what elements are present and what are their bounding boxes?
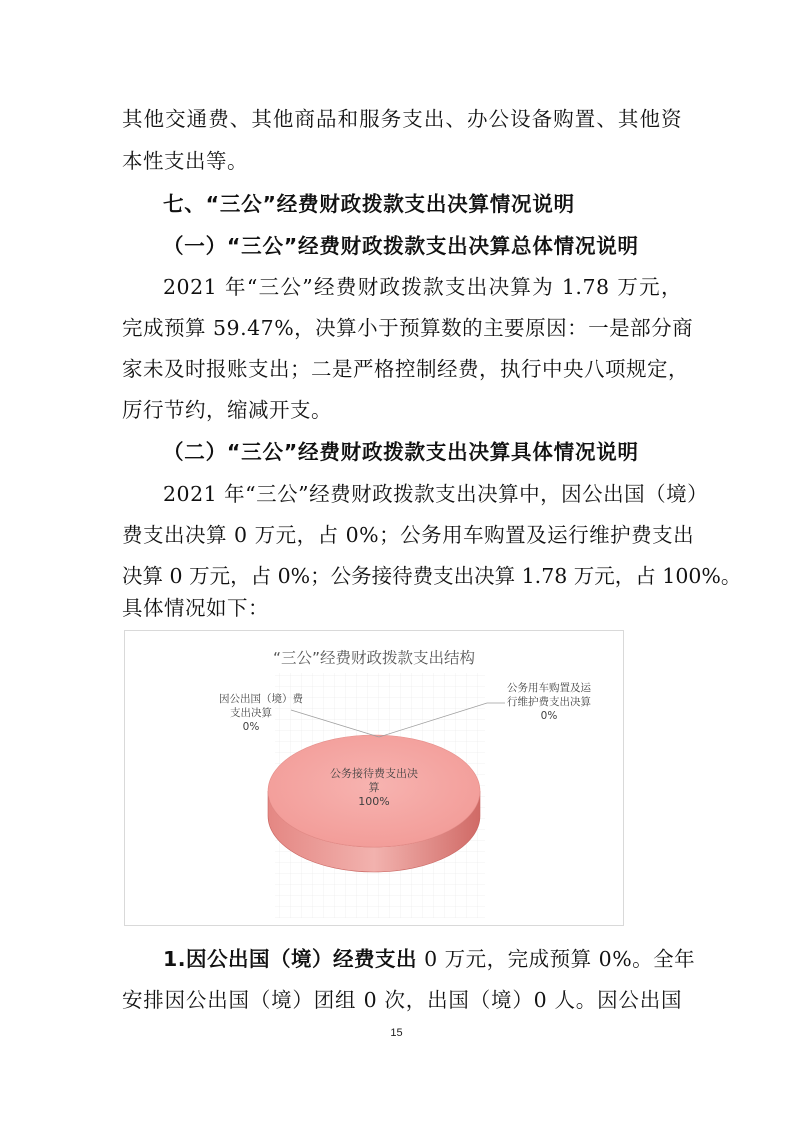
data-label-vehicle-line2: 行维护费支出决算 bbox=[507, 696, 591, 708]
paragraph-line: 决算 0 万元，占 0%；公务接待费支出决算 1.78 万元，占 100%。 bbox=[122, 564, 742, 588]
data-label-vehicle-pct: 0% bbox=[540, 710, 558, 722]
page-number: 15 bbox=[390, 1027, 403, 1039]
subsection-heading: （一）“三公”经费财政拨款支出决算总体情况说明 bbox=[163, 234, 639, 258]
data-label-hospitality-pct: 100% bbox=[358, 795, 390, 808]
paragraph-line: 家未及时报账支出；二是严格控制经费，执行中央八项规定， bbox=[122, 357, 689, 381]
paragraph-line: 具体情况如下： bbox=[122, 596, 269, 620]
paragraph-line: 本性支出等。 bbox=[122, 149, 248, 173]
paragraph-line: 2021 年“三公”经费财政拨款支出决算中，因公出国（境） bbox=[163, 482, 709, 506]
paragraph-line: 费支出决算 0 万元，占 0%；公务用车购置及运行维护费支出 bbox=[122, 523, 695, 547]
section-heading: 七、“三公”经费财政拨款支出决算情况说明 bbox=[163, 192, 575, 216]
pie-chart bbox=[124, 630, 624, 926]
chart-title: “三公”经费财政拨款支出结构 bbox=[272, 649, 476, 667]
data-label-vehicle-line1: 公务用车购置及运 bbox=[507, 682, 591, 694]
data-label-travel-line1: 因公出国（境）费 bbox=[219, 693, 303, 705]
paragraph-line: 完成预算 59.47%，决算小于预算数的主要原因：一是部分商 bbox=[122, 316, 694, 340]
pie-chart-canvas bbox=[125, 631, 623, 925]
paragraph-line: 安排因公出国（境）团组 0 次，出国（境）0 人。因公出国 bbox=[122, 988, 682, 1012]
subsection-heading: （二）“三公”经费财政拨款支出决算具体情况说明 bbox=[163, 440, 639, 464]
paragraph-line: 2021 年“三公”经费财政拨款支出决算为 1.78 万元， bbox=[163, 275, 682, 299]
paragraph-rest: 0 万元，完成预算 0%。全年 bbox=[417, 947, 696, 971]
paragraph-line: 其他交通费、其他商品和服务支出、办公设备购置、其他资 bbox=[122, 107, 682, 131]
paragraph-line: 厉行节约，缩减开支。 bbox=[122, 398, 332, 422]
paragraph-line bbox=[163, 945, 696, 973]
data-label-travel-pct: 0% bbox=[242, 721, 260, 733]
data-label-hospitality-line2: 算 bbox=[368, 781, 380, 794]
data-label-hospitality-line1: 公务接待费支出决 bbox=[330, 767, 418, 780]
data-label-travel-line2: 支出决算 bbox=[230, 707, 272, 719]
paragraph-lead-bold: 1.因公出国（境）经费支出 bbox=[163, 947, 418, 971]
